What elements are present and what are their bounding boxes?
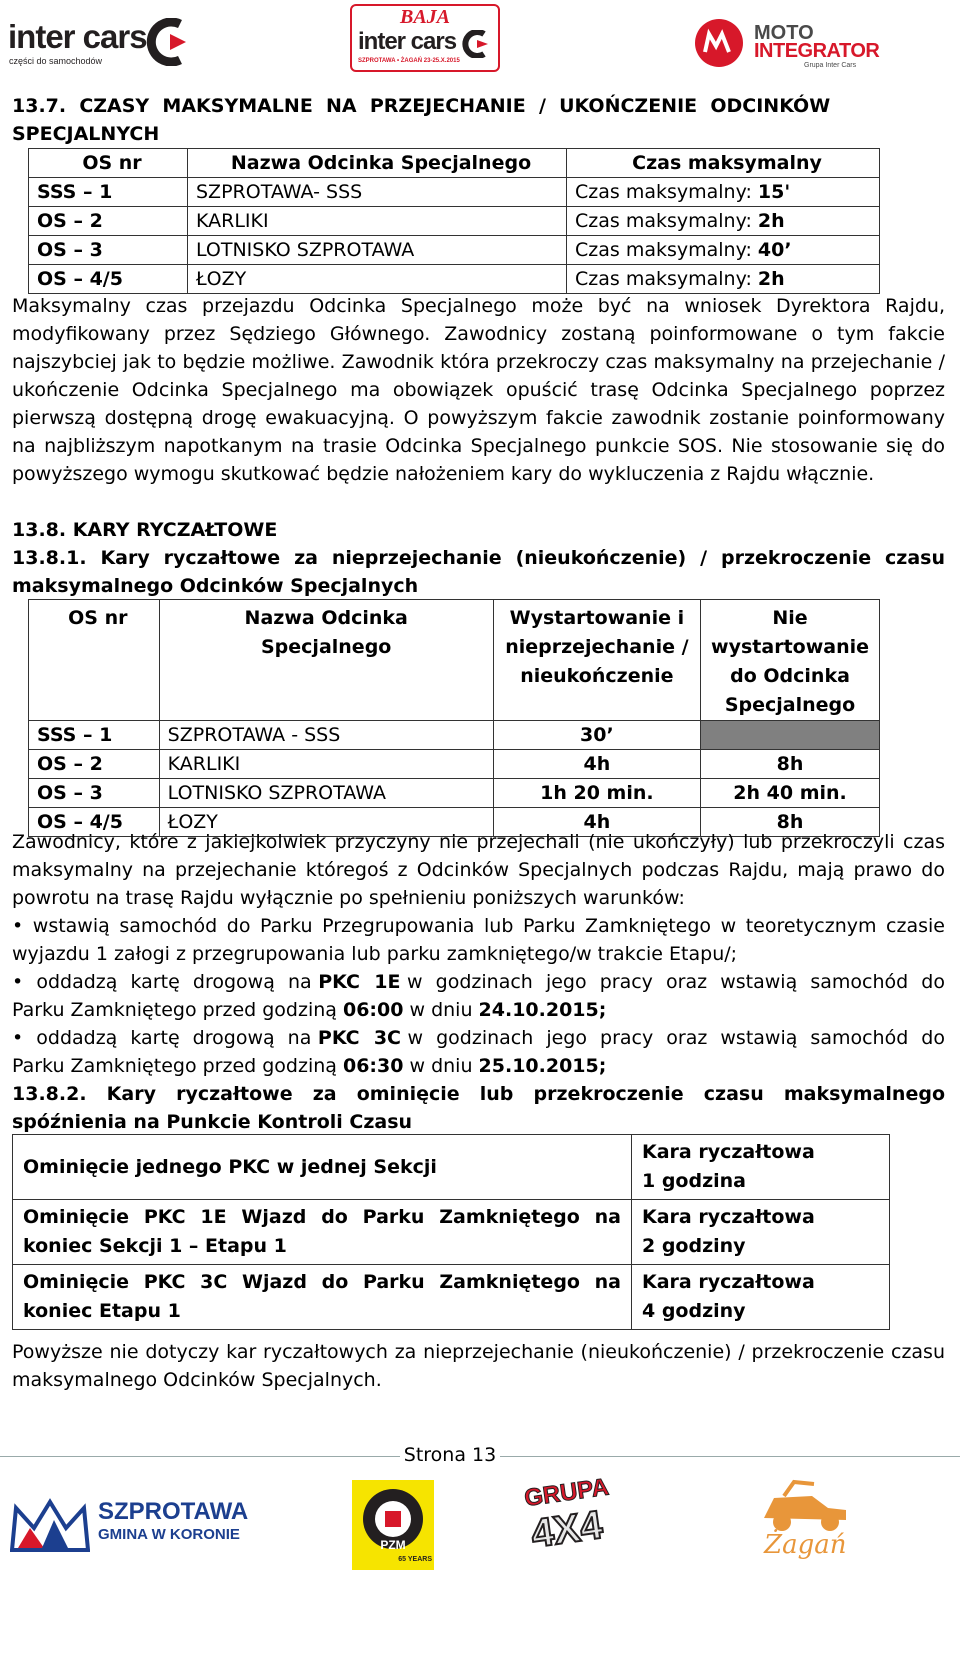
motointegrator-logo xyxy=(694,16,880,70)
max-time-value: 2h xyxy=(757,210,785,232)
table-row xyxy=(29,236,880,265)
max-time-cell xyxy=(567,207,880,236)
penalty-label: Kara ryczałtowa xyxy=(642,1206,815,1228)
col-not-started: Nie wystartowanie do Odcinka Specjalnego xyxy=(701,600,880,721)
penalty-amount: 2 godziny xyxy=(642,1235,746,1257)
zagan-vehicle-icon xyxy=(754,1476,854,1534)
section-13-7-heading-line2: SPECJALNYCH xyxy=(12,123,160,145)
table-row xyxy=(29,265,880,294)
section-13-7-heading-line1: 13.7. CZASY MAKSYMALNE NA PRZEJECHANIE / UKOŃCZENIE ODCINKÓW xyxy=(12,95,831,117)
zagan-text: Żagań xyxy=(764,1530,847,1560)
bullet-3-text-2: w godzinach jego pracy oraz wstawią samochód do Parku Zamkniętego przed godziną xyxy=(12,1027,952,1077)
penalty-description: Ominięcie PKC 1E Wjazd do Parku Zamkniętego na koniec Sekcji 1 – Etapu 1 xyxy=(13,1200,632,1265)
col-os-nr: OS nr xyxy=(29,149,188,178)
bullet-3-hour: 06:30 xyxy=(342,1055,404,1077)
szprotawa-logo xyxy=(10,1490,250,1560)
section-13-8-2-heading: 13.8.2. Kary ryczałtowe za ominięcie lub przekroczenie czasu maksymalnego spóźnienia na Punkcie Kontroli Czasu xyxy=(12,1083,945,1133)
penalty-description: Ominięcie PKC 3C Wjazd do Parku Zamkniętego na koniec Etapu 1 xyxy=(13,1265,632,1330)
table-row xyxy=(29,178,880,207)
penalty-table xyxy=(28,599,880,837)
pzm-years: 65 YEARS xyxy=(398,1556,432,1563)
max-time-value: 40’ xyxy=(757,239,792,261)
table-row xyxy=(29,779,880,808)
penalty-amount: 4 godziny xyxy=(642,1300,746,1322)
grupa-4x4-logo xyxy=(518,1467,638,1573)
grupa-text: GRUPA xyxy=(522,1473,611,1513)
stage-name: SZPROTAWA - SSS xyxy=(159,721,493,750)
bullet-3-text-3: w dniu xyxy=(403,1055,479,1077)
stage-name: SZPROTAWA- SSS xyxy=(188,178,567,207)
penalty-value xyxy=(632,1265,890,1330)
max-time-label: Czas maksymalny: xyxy=(575,210,758,232)
col-max-time: Czas maksymalny xyxy=(567,149,880,178)
penalty-description: Ominięcie jednego PKC w jednej Sekcji xyxy=(13,1135,632,1200)
table-row xyxy=(13,1265,890,1330)
table-row xyxy=(13,1200,890,1265)
max-time-cell xyxy=(567,265,880,294)
bullet-condition-1: • wstawią samochód do Parku Przegrupowania lub Parku Zamkniętego w teoretycznym czasie wyjazdu 1 załogi z przegrupowania lub parku zamkniętego/w trakcie Etapu/; xyxy=(12,915,945,965)
max-time-value: 15' xyxy=(757,181,791,203)
max-time-label: Czas maksymalny: xyxy=(575,181,758,203)
max-time-cell xyxy=(567,236,880,265)
table-row xyxy=(29,207,880,236)
motointegrator-m-icon xyxy=(694,18,744,68)
section-13-8-1-heading: 13.8.1. Kary ryczałtowe za nieprzejechanie (nieukończenie) / przekroczenie czasu maksymalnego Odcinków Specjalnych xyxy=(12,547,945,597)
stage-name: KARLIKI xyxy=(188,207,567,236)
table-header-row xyxy=(29,149,880,178)
baja-logo-top: BAJA xyxy=(400,6,451,28)
os-number: OS – 2 xyxy=(29,750,160,779)
intercars-c-icon xyxy=(142,18,194,66)
max-time-value: 2h xyxy=(757,268,785,290)
baja-c-icon xyxy=(460,30,492,58)
footer-divider-left xyxy=(0,1456,400,1457)
penalty-value xyxy=(632,1200,890,1265)
penalty-not-started: 2h 40 min. xyxy=(701,779,880,808)
bullet-3-pkc: PKC 3C xyxy=(317,1027,401,1049)
os-number: OS – 4/5 xyxy=(29,808,160,837)
table-row xyxy=(29,750,880,779)
os-number: SSS – 1 xyxy=(29,178,188,207)
penalty-not-started: 8h xyxy=(701,808,880,837)
stage-name: ŁOZY xyxy=(188,265,567,294)
stage-name: KARLIKI xyxy=(159,750,493,779)
bullet-condition-2 xyxy=(12,968,952,1024)
moto-logo-line1: MOTO xyxy=(754,22,814,44)
section-13-7-heading xyxy=(12,92,945,148)
bullet-2-pkc: PKC 1E xyxy=(318,971,401,993)
paragraph-exclusion-note: Powyższe nie dotyczy kar ryczałtowych za nieprzejechanie (nieukończenie) / przekroczenie czasu maksymalnego Odcinków Specjalnych. xyxy=(12,1341,945,1391)
pzm-logo xyxy=(352,1480,434,1570)
penalty-not-started xyxy=(701,721,880,750)
penalty-started: 30’ xyxy=(493,721,700,750)
intercars-logo xyxy=(8,14,193,70)
bullet-2-text-3: w dniu xyxy=(403,999,479,1021)
os-number: OS – 4/5 xyxy=(29,265,188,294)
penalty-label: Kara ryczałtowa xyxy=(642,1141,815,1163)
col-name: Nazwa Odcinka Specjalnego xyxy=(159,600,493,721)
intercars-tagline: części do samochodów xyxy=(9,56,103,66)
table-row xyxy=(29,721,880,750)
bullet-2-date: 24.10.2015; xyxy=(478,999,607,1021)
bullet-2-text: • oddadzą kartę drogową na xyxy=(12,971,319,993)
zagan-logo xyxy=(750,1470,860,1566)
max-time-label: Czas maksymalny: xyxy=(575,239,758,261)
pkc-penalty-table xyxy=(12,1134,890,1330)
os-number: OS – 3 xyxy=(29,779,160,808)
szprotawa-subtitle: GMINA W KORONIE xyxy=(98,1526,240,1543)
penalty-amount: 1 godzina xyxy=(642,1170,747,1192)
grupa-4x4-text: 4X4 xyxy=(528,1502,606,1557)
stage-name: LOTNISKO SZPROTAWA xyxy=(188,236,567,265)
penalty-started: 4h xyxy=(493,808,700,837)
os-number: OS – 2 xyxy=(29,207,188,236)
szprotawa-crown-icon xyxy=(10,1498,90,1554)
col-os-nr: OS nr xyxy=(29,600,160,721)
pzm-text: PZM xyxy=(380,1538,406,1552)
bullet-2-text-2: w godzinach jego pracy oraz wstawią samochód do Parku Zamkniętego przed godziną xyxy=(12,971,952,1021)
max-time-label: Czas maksymalny: xyxy=(575,268,758,290)
stage-name: LOTNISKO SZPROTAWA xyxy=(159,779,493,808)
bullet-2-hour: 06:00 xyxy=(342,999,404,1021)
col-started-not-finished: Wystartowanie i nieprzejechanie / nieukończenie xyxy=(493,600,700,721)
penalty-not-started: 8h xyxy=(701,750,880,779)
baja-logo-sub: SZPROTAWA • ŻAGAŃ 23-25.X.2015 xyxy=(358,58,460,64)
bullet-3-date: 25.10.2015; xyxy=(478,1055,607,1077)
penalty-started: 4h xyxy=(493,750,700,779)
table-header-row xyxy=(29,600,880,721)
penalty-value xyxy=(632,1135,890,1200)
penalty-label: Kara ryczałtowa xyxy=(642,1271,815,1293)
intercars-logo-text: inter cars xyxy=(8,18,147,55)
col-name: Nazwa Odcinka Specjalnego xyxy=(188,149,567,178)
moto-logo-line2: INTEGRATOR xyxy=(754,40,880,62)
paragraph-return-conditions: Zawodnicy, które z jakiejkolwiek przyczyny nie przejechali (nie ukończyły) lub przekroczyli czas maksymalny na przejechanie któregoś z Odcinków Specjalnych podczas Rajdu, mają prawo do powrotu na trasę Rajdu wyłącznie po spełnieniu poniższych warunków: xyxy=(12,831,945,909)
bullet-3-text: • oddadzą kartę drogową na xyxy=(12,1027,318,1049)
max-time-cell xyxy=(567,178,880,207)
max-times-table xyxy=(28,148,880,294)
os-number: SSS – 1 xyxy=(29,721,160,750)
section-13-8-heading: 13.8. KARY RYCZAŁTOWE xyxy=(12,519,278,541)
paragraph-max-time-rules: Maksymalny czas przejazdu Odcinka Specjalnego może być na wniosek Dyrektora Rajdu, modyfikowany przez Sędziego Głównego. Zawodnicy zostaną poinformowane o tym fakcie najszybciej jak to będzie możliwe. Zawodnik która przekroczy czas maksymalny na przejechanie / ukończenie Odcinka Specjalnego ma obowiązek opuścić trasę Odcinka Specjalnego poprzez pierwszą dostępną drogę ewakuacyjną. O powyższym fakcie zawodnik zostanie poinformowany na najbliższym napotkanym na trasie Odcinka Specjalnego punkcie SOS. Nie stosowanie się do powyższego wymogu skutkować będzie nałożeniem kary do wykluczenia z Rajdu włącznie. xyxy=(12,295,945,485)
page-number: Strona 13 xyxy=(403,1444,497,1466)
os-number: OS – 3 xyxy=(29,236,188,265)
szprotawa-name: SZPROTAWA xyxy=(98,1498,249,1525)
baja-logo-main: inter cars xyxy=(358,28,457,55)
moto-logo-sub: Grupa Inter Cars xyxy=(804,62,857,69)
penalty-started: 1h 20 min. xyxy=(493,779,700,808)
footer-divider-right xyxy=(500,1456,960,1457)
bullet-condition-3 xyxy=(12,1024,952,1080)
baja-logo xyxy=(350,4,500,72)
stage-name: ŁOZY xyxy=(159,808,493,837)
table-row xyxy=(13,1135,890,1200)
page-header xyxy=(0,0,960,86)
